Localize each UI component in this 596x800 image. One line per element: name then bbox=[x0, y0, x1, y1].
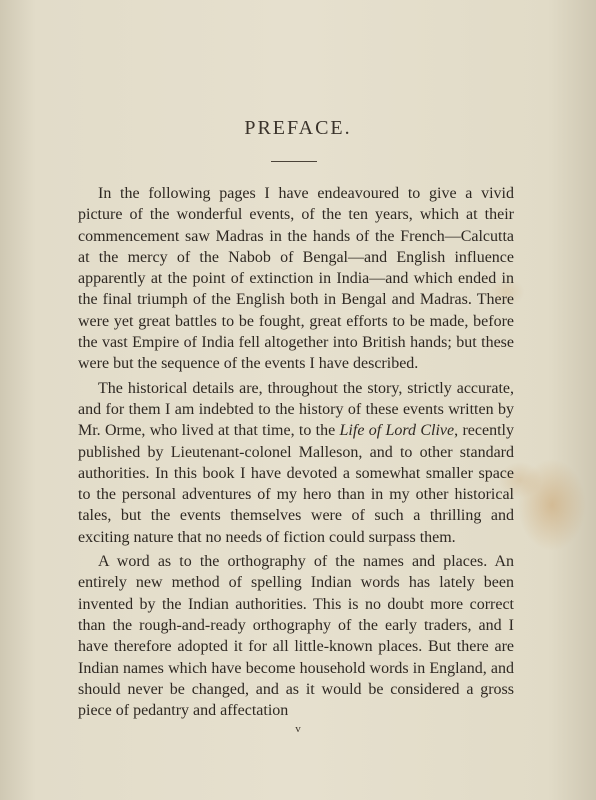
paragraph-2-text-after: , recently published by Lieutenant-colonel Malleson, and to other standard authorities. In this book I have devoted a somewhat smaller space to the personal adventures of my hero than in my other historical tales, but the events themselves were of such a thrilling and exciting nature that no needs of fiction could surpass them. bbox=[78, 422, 514, 546]
paragraph-2 bbox=[78, 378, 514, 548]
page-number: v bbox=[295, 723, 301, 735]
paragraph-3: A word as to the orthography of the names and places. An entirely new method of spelling Indian words has lately been invented by the Indian authorities. This is no doubt more correct than the rough-and-ready orthography of the early traders, and I have therefore adopted it for all little-known places. But there are Indian names which have become household words in England, and should never be changed, and as it would be considered a gross piece of pedantry and affectation bbox=[78, 553, 514, 720]
paragraph-2-text-before: The historical details are, throughout the story, strictly accurate, and for them I am indebted to the history of these events written by Mr. Orme, who lived at that time, to the bbox=[78, 379, 514, 440]
title-rule bbox=[271, 161, 317, 162]
book-title-italic: Life of Lord Clive bbox=[339, 422, 455, 440]
page-title: PREFACE. bbox=[244, 117, 352, 139]
paragraph-1: In the following pages I have endeavoured to give a vivid picture of the wonderful events, of the ten years, which at their commencement saw Madras in the hands of the French—Calcutta at the mercy of the Nabob of Bengal—and English influence apparently at the point of extinction in India—and which ended in the final triumph of the English both in Bengal and Madras. There were yet great battles to be fought, great efforts to be made, before the vast Empire of India fell altogether into British hands; but these were but the sequence of the events I have described. bbox=[78, 185, 514, 373]
preface-body bbox=[78, 183, 514, 724]
